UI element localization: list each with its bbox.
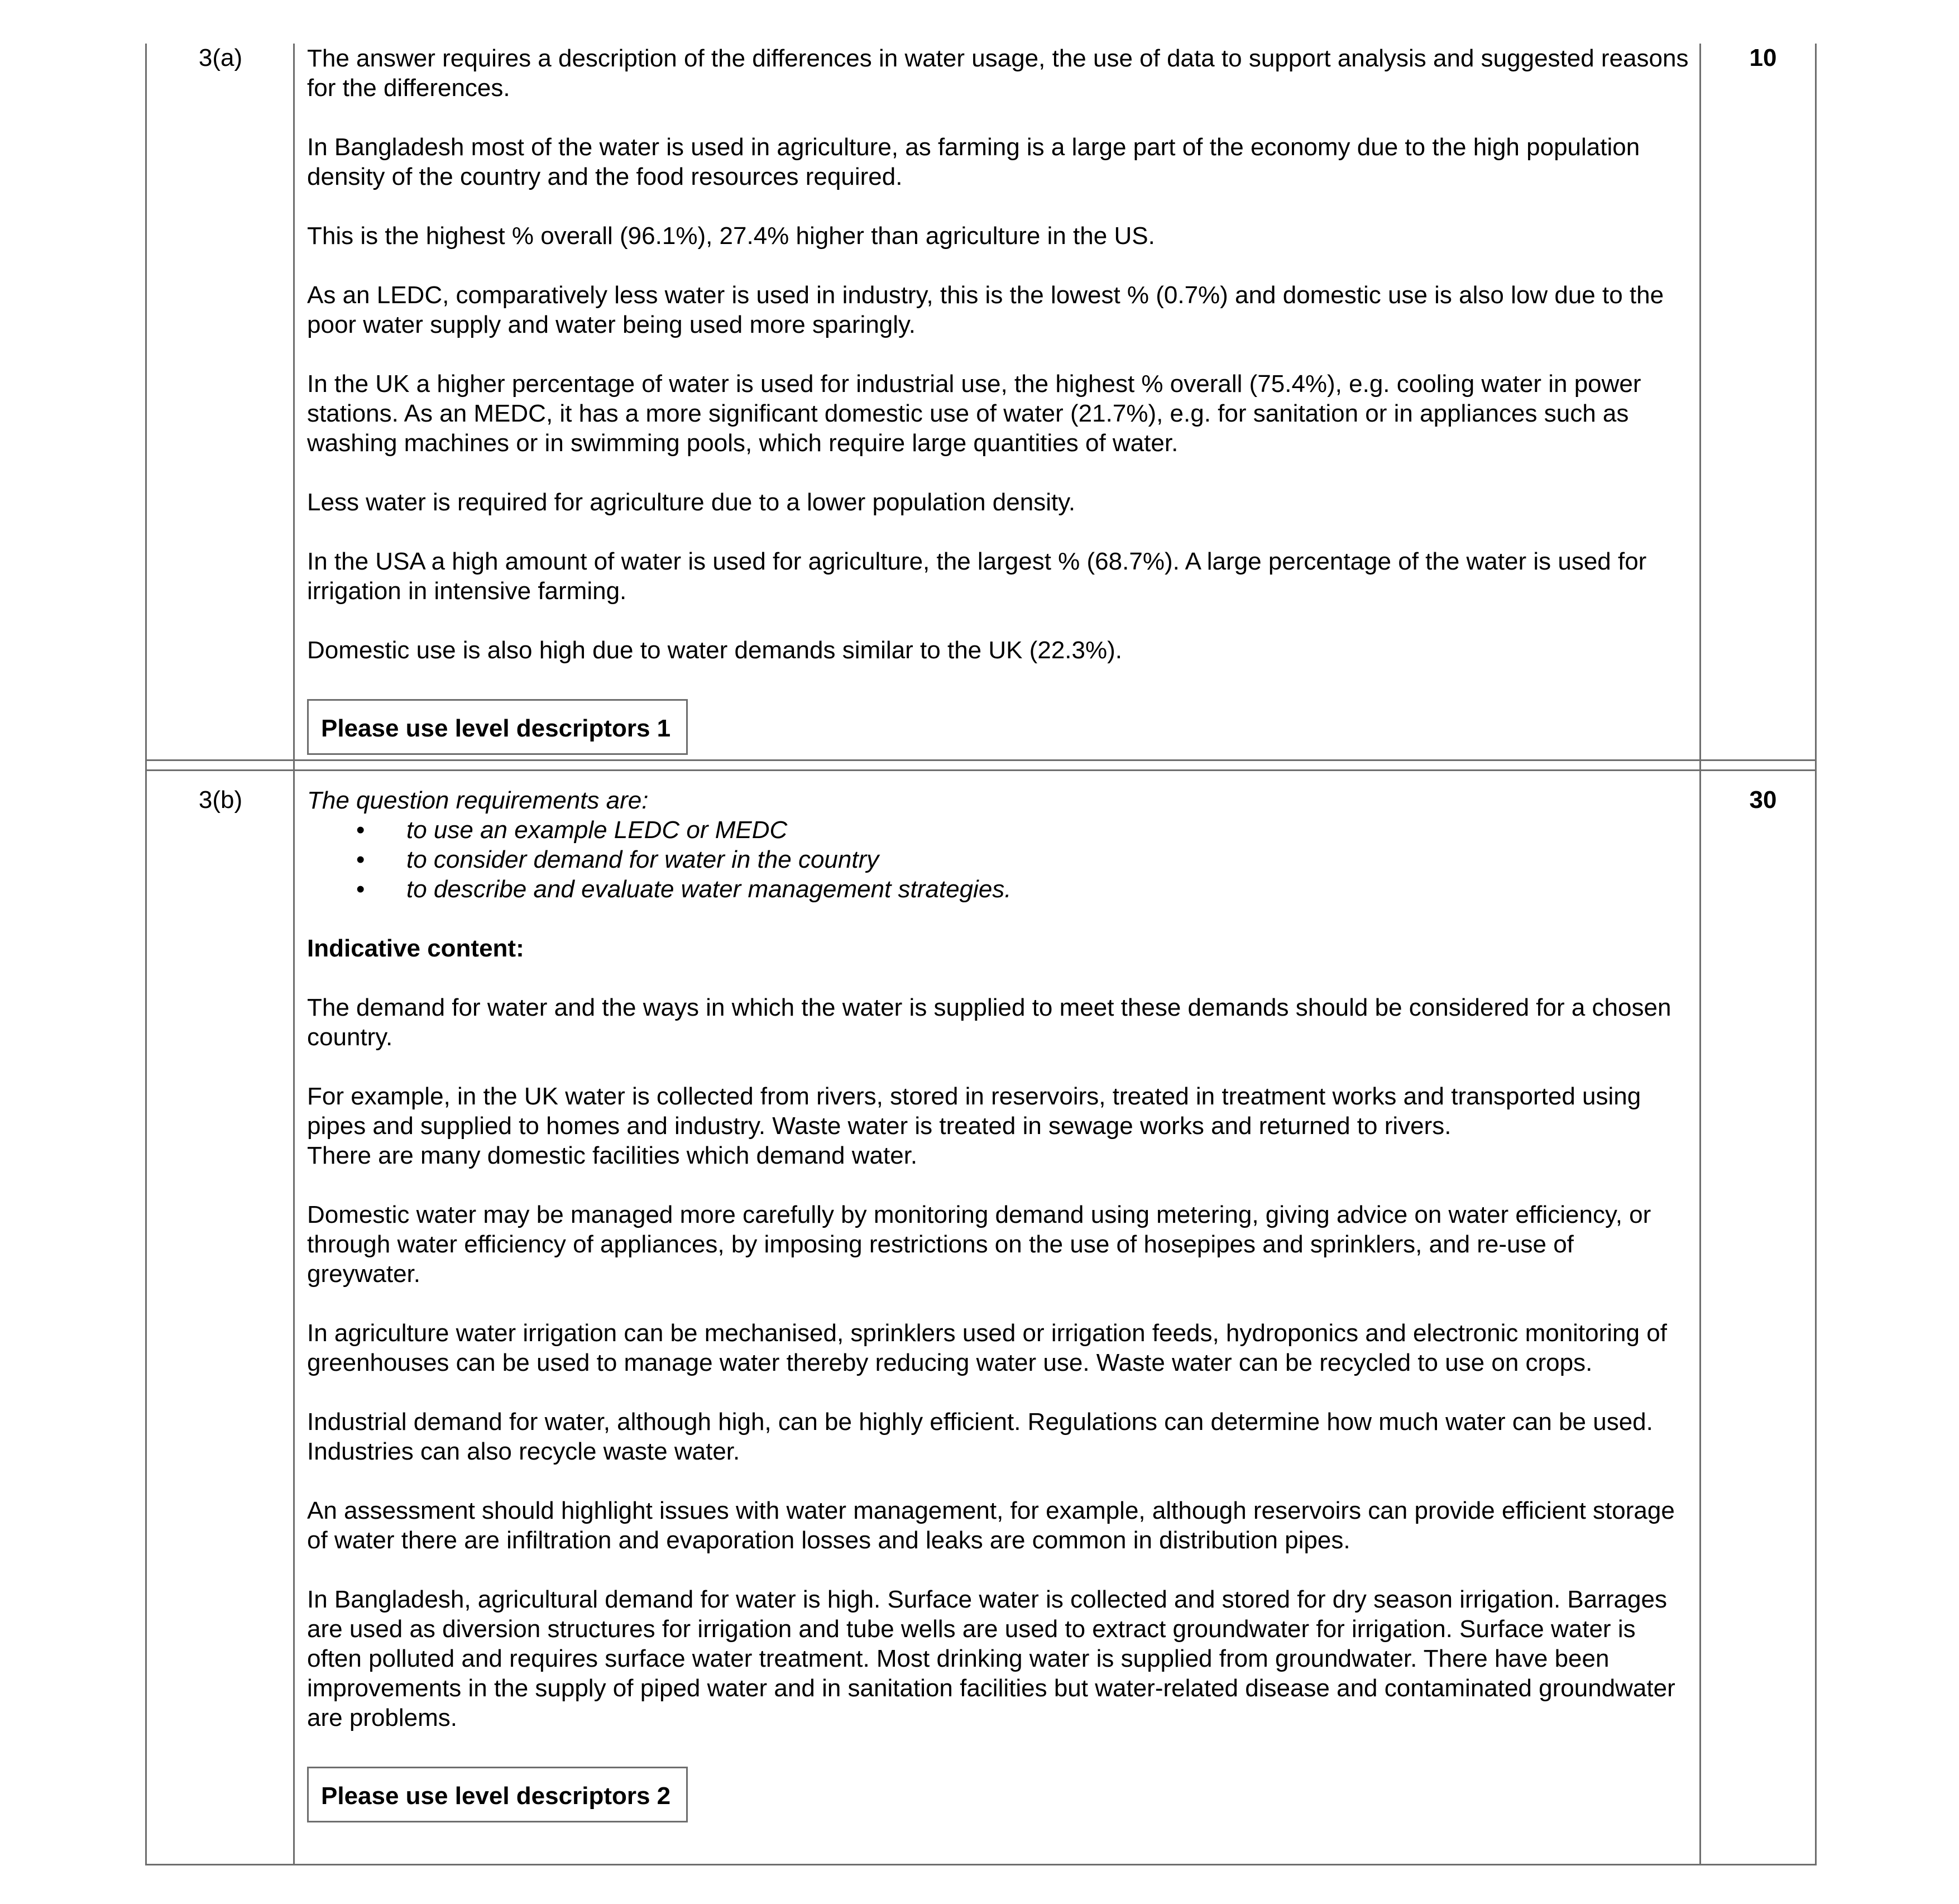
paragraph: An assessment should highlight issues with water management, for example, although reservoirs can provide efficient storage of water there are infiltration and evaporation losses and leaks are common in distribution pipes. <box>307 1497 1675 1554</box>
bullet-icon: • <box>356 876 365 903</box>
level-descriptor-box: Please use level descriptors 2 <box>307 1767 688 1822</box>
paragraph: For example, in the UK water is collected from rivers, stored in reservoirs, treated in treatment works and transported using pipes and supplied to homes and industry. Waste water is treated in sewage works and returned to rivers. <box>307 1083 1641 1140</box>
requirement-text: to use an example LEDC or MEDC <box>406 816 788 844</box>
paragraph: In the UK a higher percentage of water is used for industrial use, the highest % overall (75.4%), e.g. cooling water in power stations. As an MEDC, it has a more significant domestic use of water (21.7%), e.g. for sanitation or in appliances such as washing machines or in swimming pools, which require large quantities of water. <box>307 370 1641 457</box>
bullet-icon: • <box>356 846 365 873</box>
column-divider-question <box>293 44 295 1865</box>
answer-content <box>307 44 1692 755</box>
paragraph: The answer requires a description of the differences in water usage, the use of data to support analysis and suggested reasons for the differences. <box>307 45 1689 102</box>
row-separator-top <box>145 759 1817 761</box>
section-heading: Indicative content: <box>307 935 524 962</box>
answer-content <box>307 786 1692 1822</box>
list-item <box>307 874 1692 904</box>
requirements-list <box>307 815 1692 904</box>
paragraph: In agriculture water irrigation can be mechanised, sprinklers used or irrigation feeds, hydroponics and electronic monitoring of greenhouses can be used to manage water thereby reducing water use. Waste water can be recycled to use on crops. <box>307 1319 1667 1376</box>
paragraph: Industrial demand for water, although high, can be highly efficient. Regulations can determine how much water can be used. Industries can also recycle waste water. <box>307 1408 1653 1465</box>
requirement-text: to describe and evaluate water management strategies. <box>406 876 1012 903</box>
paragraph: Less water is required for agriculture due to a lower population density. <box>307 489 1076 516</box>
bullet-icon: • <box>356 816 365 844</box>
paragraph: This is the highest % overall (96.1%), 27.4% higher than agriculture in the US. <box>307 222 1155 250</box>
paragraph: In the USA a high amount of water is used for agriculture, the largest % (68.7%). A large percentage of the water is used for irrigation in intensive farming. <box>307 548 1647 605</box>
column-divider-marks <box>1699 44 1701 1865</box>
marks-value: 10 <box>1749 44 1777 71</box>
requirements-intro: The question requirements are: <box>307 787 649 814</box>
question-number: 3(a) <box>198 44 243 71</box>
list-item <box>307 845 1692 874</box>
table-right-border <box>1815 44 1817 1865</box>
row-separator-bottom <box>145 769 1817 771</box>
paragraph: Domestic water may be managed more carefully by monitoring demand using metering, giving advice on water efficiency, or through water efficiency of appliances, by imposing restrictions on the use of hosepipes and sprinklers, and re-use of greywater. <box>307 1201 1651 1288</box>
paragraph: In Bangladesh most of the water is used in agriculture, as farming is a large part of the economy due to the high population density of the country and the food resources required. <box>307 133 1640 190</box>
list-item <box>307 815 1692 845</box>
paragraph: In Bangladesh, agricultural demand for water is high. Surface water is collected and stored for dry season irrigation. Barrages are used as diversion structures for irrigation and tube wells are used to extract groundwater for irrigation. Surface water is often polluted and requires surface water treatment. Most drinking water is supplied from groundwater. There have been improvements in the supply of piped water and in sanitation facilities but water-related disease and contaminated groundwater are problems. <box>307 1586 1675 1731</box>
question-number: 3(b) <box>198 786 243 814</box>
level-descriptor-box: Please use level descriptors 1 <box>307 699 688 755</box>
paragraph: As an LEDC, comparatively less water is used in industry, this is the lowest % (0.7%) and domestic use is also low due to the poor water supply and water being used more sparingly. <box>307 281 1664 338</box>
paragraph: There are many domestic facilities which demand water. <box>307 1142 918 1169</box>
paragraph: Domestic use is also high due to water demands similar to the UK (22.3%). <box>307 637 1122 664</box>
marks-value: 30 <box>1749 786 1777 814</box>
table-left-border <box>145 44 147 1865</box>
paragraph: The demand for water and the ways in which the water is supplied to meet these demands should be considered for a chosen country. <box>307 994 1671 1051</box>
requirement-text: to consider demand for water in the country <box>406 846 879 873</box>
table-bottom-border <box>145 1864 1817 1865</box>
